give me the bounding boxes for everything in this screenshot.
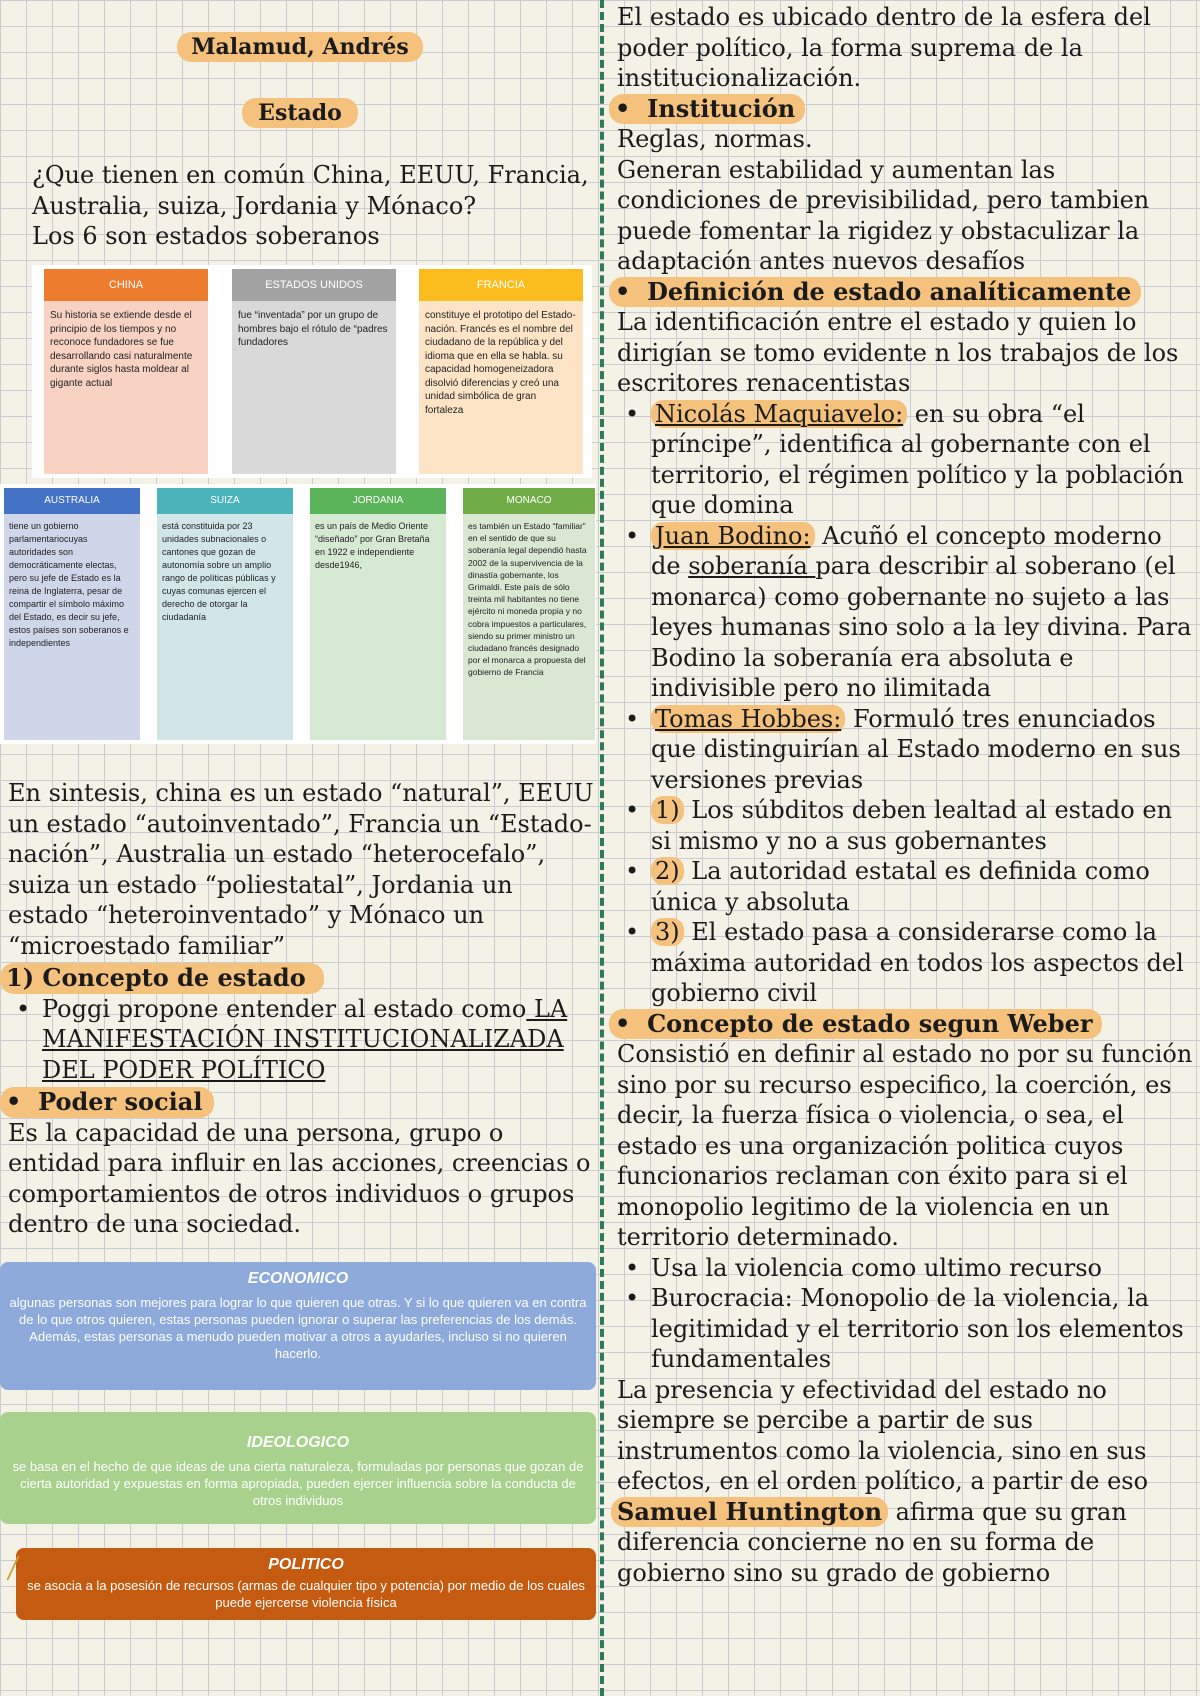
country-card-title: SUIZA (157, 488, 293, 514)
hobbes-name: Tomas Hobbes: (651, 705, 845, 733)
country-card-title: CHINA (44, 269, 208, 301)
country-card-title: AUSTRALIA (4, 488, 140, 514)
bodino-text-2: para describir al soberano (el monarca) como gobernante no sujeto a las leyes humanas sino solo a la ley divina. Para Bodino la soberanía era absoluta e indivisible pero no ilimitada (651, 552, 1192, 702)
weber-text: Consistió en definir al estado no por su función sino por su recurso especifico, la coerción, es decir, la fuerza física o violencia, o sea, el estado es una organización politica cuyos funcionarios reclaman con éxito para si el monopolio legitimo de la violencia en un territorio determinado. (617, 1040, 1193, 1251)
country-card-text: tiene un gobierno parlamentariocuyas autoridades son democráticamente electas, pero su jefe de Estado es la reina de Inglaterra, pesar de compartir el símbolo máximo del Estado, es decir su jefe, estos países son soberanos e independientes (4, 514, 140, 740)
country-card-text: es un país de Medio Oriente “diseñado” por Gran Bretaña en 1922 e independiente desde1946, (310, 514, 446, 740)
country-card (44, 269, 208, 474)
concept-bullet (8, 994, 596, 1086)
country-card-title: FRANCIA (419, 269, 583, 301)
country-cards-top (32, 265, 592, 478)
power-title: POLITICO (268, 1556, 344, 1573)
enunciado-text: El estado pasa a considerarse como la máxima autoridad en todos los aspectos del gobierno civil (651, 918, 1184, 1007)
bullet-glyph: • (615, 1008, 648, 1038)
power-box-ideologico (0, 1412, 596, 1524)
social-power-heading (0, 1087, 214, 1118)
country-card-text: está constituida por 23 unidades subnacionales o cantones que gozan de autonomía sobre un amplio rango de políticas públicas y cuyas comunas ejercen el derecho de otorgar la ciudadanía (157, 514, 293, 740)
concept-definition: LA MANIFESTACIÓN INSTITUCIONALIZADA DEL PODER POLÍTICO (42, 994, 568, 1084)
power-box-politico (16, 1548, 596, 1620)
enunciado-2 (617, 856, 1197, 917)
bullet-glyph: • (6, 1087, 39, 1116)
social-power-text: Es la capacidad de una persona, grupo o entidad para influir en las acciones, creencias o comportamientos de otros individuos o grupos dentro de una sociedad. (8, 1118, 591, 1238)
country-card-title: ESTADOS UNIDOS (232, 269, 396, 301)
presence-text: La presencia y efectividad del estado no siempre se percibe a partir de sus instrumentos como la violencia, sino en sus efectos, en el orden político, a partir de eso (617, 1375, 1149, 1495)
bodino-sovereignty: soberanía (688, 552, 816, 580)
power-text: algunas personas son mejores para lograr lo que quieren que otras. Y si lo que quieren va en contra de lo que otros quieren, estas personas pueden ignorar o superar las preferencias de los demás. Además, estas personas a menudo pueden motivar a otros a ayudarles, incluso si no quieren hacerlo. (9, 1295, 587, 1361)
weber-heading (609, 1009, 1102, 1040)
page-title: Estado (242, 98, 358, 128)
maquiavelo-name: Nicolás Maquiavelo: (651, 400, 907, 428)
country-card (463, 488, 595, 740)
country-card-text: fue “inventada” por un grupo de hombres bajo el rótulo de “padres fundadores (232, 301, 396, 474)
bodino-bullet (617, 521, 1197, 704)
synthesis-text: En sintesis, china es un estado “natural”, EEUU un estado “autoinventado”, Francia un “Estado-nación”, Australia un estado “heterocefalo”, suiza un estado “poliestatal”, Jordania un estado “heteroinventado” y Mónaco un “microestado familiar” (8, 779, 594, 960)
institucion-heading-text: Institución (647, 93, 796, 123)
intro-answer: Los 6 son estados soberanos (32, 222, 380, 250)
country-card-text: es también un Estado “familiar” en el sentido de que su soberanía legal dependió hasta 2002 de la supervivencia de la dinastía gobernante, los Grimaldi. Este país de sólo treinta mil habitantes no tiene ejército ni moneda propia y no cobra impuestos a particulares, siendo su primer ministro un ciudadano francés designado por el monarca a propuesta del gobierno de Francia (463, 514, 595, 740)
intro-question: ¿Que tienen en común China, EEUU, Francia, Australia, suiza, Jordania y Mónaco? (32, 161, 589, 220)
enunciado-3 (617, 917, 1197, 1009)
huntington-name: Samuel Huntington (611, 1497, 888, 1528)
concept-heading: 1) Concepto de estado (0, 963, 324, 994)
country-card-title: JORDANIA (310, 488, 446, 514)
weber-heading-text: Concepto de estado segun Weber (647, 1008, 1093, 1038)
enunciado-text: La autoridad estatal es definida como única y absoluta (651, 857, 1150, 916)
column-divider (600, 0, 604, 1696)
hobbes-bullet (617, 704, 1197, 796)
weber-bullet-2: • Burocracia: Monopolio de la violencia, la legitimidad y el territorio son los elementos fundamentales (617, 1283, 1197, 1375)
enunciado-text: Los súbditos deben lealtad al estado en si mismo y no a sus gobernantes (651, 796, 1173, 855)
analitica-heading (609, 277, 1141, 308)
bullet-glyph: • (615, 93, 648, 123)
enunciado-number: 1) (651, 796, 684, 824)
author-heading: Malamud, Andrés (177, 32, 423, 62)
country-card (232, 269, 396, 474)
hobbes-text: Formuló tres enunciados que distinguirían al Estado moderno en sus versiones previas (651, 704, 1181, 794)
power-box-economico (0, 1262, 596, 1390)
institucion-heading (609, 94, 805, 125)
country-card-text: constituye el prototipo del Estado-nación. Francés es el nombre del ciudadano de la república y del idioma que en ella se habla. su capacidad homogeneizadora disolvió diferencias y creó una unidad simbólica de gran fortaleza (419, 301, 583, 474)
power-text: se basa en el hecho de que ideas de una cierta naturaleza, formuladas por personas que gozan de cierta autoridad y expuestas en forma apropiada, pueden ejercer influencia sobre la conducta de otros individuos (12, 1459, 584, 1508)
country-card (4, 488, 140, 740)
country-card (310, 488, 446, 740)
right-column (617, 2, 1197, 1588)
maquiavelo-bullet (617, 399, 1197, 521)
bodino-name: Juan Bodino: (651, 522, 815, 550)
enunciado-1 (617, 795, 1197, 856)
institucion-text-1: Reglas, normas. (617, 125, 813, 153)
enunciado-number: 3) (651, 918, 684, 946)
power-text: se asocia a la posesión de recursos (armas de cualquier tipo y potencia) por medio de los cuales puede ejercerse violencia física (27, 1578, 585, 1610)
country-card (157, 488, 293, 740)
institucion-text-2: Generan estabilidad y aumentan las condiciones de previsibilidad, pero tambien puede fomentar la rigidez y obstaculizar la adaptación antes nuevos desafíos (617, 155, 1150, 275)
country-cards-bottom (0, 484, 596, 744)
power-title: ECONOMICO (247, 1270, 349, 1287)
power-title: IDEOLOGICO (246, 1434, 350, 1451)
huntington-paragraph (617, 1497, 1197, 1589)
country-card (419, 269, 583, 474)
huntington-text: afirma que su gran diferencia concierne no en su forma de gobierno sino su grado de gobierno (617, 1497, 1127, 1587)
bullet-glyph: • (615, 276, 648, 306)
left-lower (8, 778, 596, 1240)
country-card-text: Su historia se extiende desde el principio de los tiempos y no reconoce fundadores se fue desarrollando casi naturalmente durante siglos hasta moldear al gigante actual (44, 301, 208, 474)
analitica-text: La identificación entre el estado y quien lo dirigían se tomo evidente n los trabajos de los escritores renacentistas (617, 308, 1179, 397)
social-power-heading-text: Poder social (38, 1087, 203, 1116)
concept-bullet-text: Poggi propone entender al estado como (42, 994, 527, 1023)
country-card-title: MONACO (463, 488, 595, 514)
bodino-text-1: Acuñó el concepto moderno de (651, 521, 1162, 580)
state-intro: El estado es ubicado dentro de la esfera del poder político, la forma suprema de la institucionalización. (617, 3, 1151, 92)
weber-bullet-1: • Usa la violencia como ultimo recurso (617, 1253, 1197, 1284)
enunciado-number: 2) (651, 857, 684, 885)
analitica-heading-text: Definición de estado analíticamente (647, 276, 1132, 306)
maquiavelo-text: en su obra “el príncipe”, identifica al gobernante con el territorio, el régimen político y la población que domina (651, 399, 1184, 519)
